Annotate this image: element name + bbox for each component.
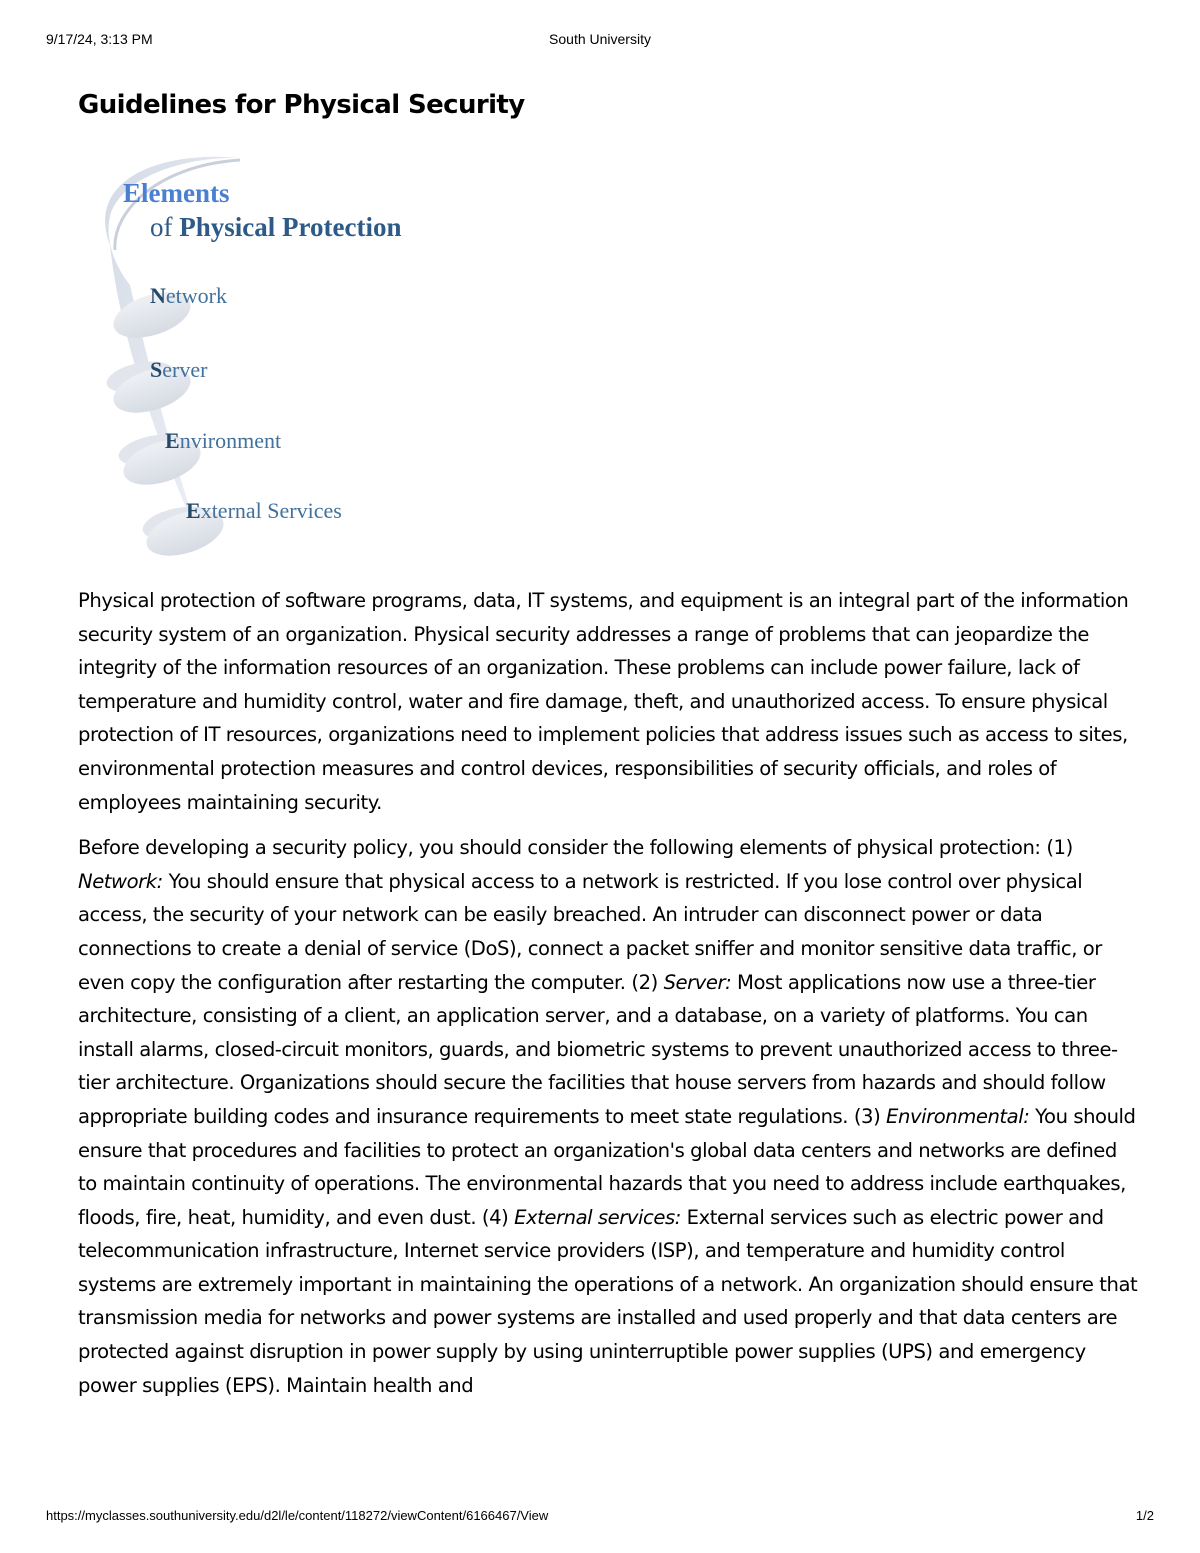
print-url: https://myclasses.southuniversity.edu/d2l/le/content/118272/viewContent/6166467/View <box>46 1508 549 1523</box>
graphic-item-external-services: External Services <box>186 498 342 523</box>
print-site-name: South University <box>549 31 651 47</box>
term-external-services: External services: <box>514 1205 681 1229</box>
page-title: Guidelines for Physical Security <box>78 90 525 120</box>
term-server: Server: <box>663 970 732 994</box>
graphic-item-server: Server <box>150 357 208 382</box>
graphic-heading-physical-protection: of Physical Protection <box>150 212 402 242</box>
graphic-heading-elements: Elements <box>123 178 230 208</box>
graphic-item-environment: Environment <box>165 428 282 453</box>
article-body <box>78 584 1138 1414</box>
graphic-item-network: Network <box>150 283 227 308</box>
print-date: 9/17/24, 3:13 PM <box>46 31 153 47</box>
term-environmental: Environmental: <box>886 1104 1030 1128</box>
elements-graphic <box>90 150 490 560</box>
page-number: 1/2 <box>1135 1508 1154 1523</box>
paragraph-intro: Physical protection of software programs, data, IT systems, and equipment is an integral part of the information security system of an organization. Physical security addresses a range of problems that can jeopardize the integrity of the information resources of an organization. These problems can include power failure, lack of temperature and humidity control, water and fire damage, theft, and unauthorized access. To ensure physical protection of IT resources, organizations need to implement policies that address issues such as access to sites, environmental protection measures and control devices, responsibilities of security officials, and roles of employees maintaining security. <box>78 589 1129 814</box>
term-network: Network: <box>78 869 163 893</box>
paragraph-elements: Before developing a security policy, you should consider the following elements of physical protection: (1) Network: You should ensure that physical access to a network is restricted. If you lose control over physical access, the security of your network can be easily breached. An intruder can disconnect power or data connections to create a denial of service (DoS), connect a packet sniffer and monitor sensitive data traffic, or even copy the configuration after restarting the computer. (2) Server: Most applications now use a three-tier architecture, consisting of a client, an application server, and a database, on a variety of platforms. You can install alarms, closed-circuit monitors, guards, and biometric systems to prevent unauthorized access to three-tier architecture. Organizations should secure the facilities that house servers from hazards and should follow appropriate building codes and insurance requirements to meet state regulations. (3) Environmental: You should ensure that procedures and facilities to protect an organization's global data centers and networks are defined to maintain continuity of operations. The environmental hazards that you need to address include earthquakes, floods, fire, heat, humidity, and even dust. (4) External services: External services such as electric power and telecommunication infrastructure, Internet service providers (ISP), and temperature and humidity control systems are extremely important in maintaining the operations of a network. An organization should ensure that transmission media for networks and power systems are installed and used properly and that data centers are protected against disruption in power supply by using uninterruptible power supplies (UPS) and emergency power supplies (EPS). Maintain health and <box>78 836 1138 1397</box>
